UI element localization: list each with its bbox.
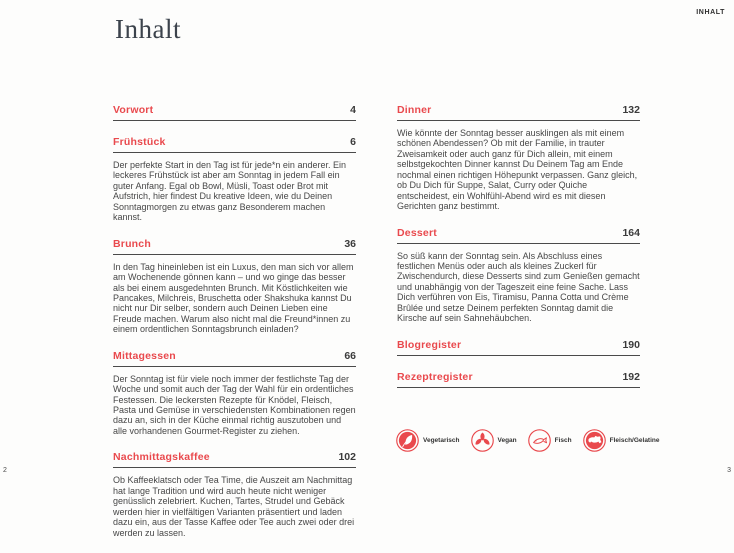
legend-label: Fleisch/Gelatine bbox=[609, 437, 660, 444]
toc-column-left bbox=[113, 104, 356, 553]
toc-section-page: 132 bbox=[622, 104, 640, 116]
toc-heading-row bbox=[397, 371, 640, 388]
leaf-icon bbox=[396, 429, 419, 452]
toc-section-heading: Blogregister bbox=[397, 338, 462, 351]
toc-section-page: 164 bbox=[622, 226, 640, 239]
toc-heading-row bbox=[113, 451, 356, 468]
toc-section bbox=[397, 339, 640, 356]
toc-section-page: 102 bbox=[338, 451, 356, 464]
legend-item bbox=[528, 429, 572, 452]
toc-column-right bbox=[397, 104, 640, 403]
legend-label: Vegan bbox=[497, 437, 517, 444]
toc-section-description: Der Sonntag ist für viele noch immer der festlichste Tag der Woche und somit auch der Tag der Wahl für ein ordentliches Festessen. Die leckersten Rezepte für Knödel, Fleisch, Pasta und Gemüse in verschiedensten Kombinationen regen dazu an, sich in der Küche einmal richtig auszutoben und alle vorhandenen Gourmet-Register zu ziehen. bbox=[113, 373, 356, 436]
toc-section-page: 36 bbox=[344, 237, 356, 250]
legend-label: Fisch bbox=[554, 437, 572, 444]
toc-section bbox=[113, 136, 356, 223]
fish-icon bbox=[528, 429, 551, 452]
toc-heading-row bbox=[113, 104, 356, 121]
toc-section-heading: Dinner bbox=[397, 104, 432, 116]
toc-heading-row bbox=[113, 238, 356, 255]
toc-heading-row bbox=[113, 350, 356, 367]
toc-section-page: 190 bbox=[622, 338, 640, 351]
toc-section bbox=[113, 350, 356, 437]
cow-icon bbox=[583, 429, 606, 452]
vegan-icon bbox=[471, 429, 494, 452]
toc-heading-row bbox=[397, 339, 640, 356]
toc-section bbox=[397, 104, 640, 212]
toc-heading-row bbox=[397, 104, 640, 121]
legend-item bbox=[396, 429, 460, 452]
toc-section-description: Ob Kaffeeklatsch oder Tea Time, die Auszeit am Nachmittag hat lange Tradition und wird auch heute nicht weniger genüsslich zelebriert. Kuchen, Tartes, Strudel und Gebäck werden hier in vielfältigen Varianten präsentiert und laden dazu ein, aus der Tasse Kaffee oder Tee auch zwei oder drei werden zu lassen. bbox=[113, 475, 355, 538]
toc-section-heading: Mittagessen bbox=[113, 349, 176, 362]
page-number-right: 3 bbox=[727, 467, 731, 474]
toc-section bbox=[113, 104, 356, 121]
legend-label: Vegetarisch bbox=[423, 437, 460, 444]
page-title: Inhalt bbox=[115, 14, 181, 44]
toc-heading-row bbox=[397, 227, 640, 244]
toc-section-description: Wie könnte der Sonntag besser ausklingen als mit einem schönen Abendessen? Ob mit der Familie, in trauter Zweisamkeit oder auch ganz für Dich allein, mit einem selbstgekochten Dinner kannst Du Deinem Tag am Ende nochmal einen richtigen Höhepunkt verpassen. Ganz gleich, ob Du Dich für Suppe, Salat, Curry oder Quiche entscheidest, ein Wohlfühl-Abend wird es mit diesen Gerichten ganz bestimmt. bbox=[397, 128, 638, 212]
legend-item bbox=[583, 429, 660, 452]
legend-item bbox=[471, 429, 517, 452]
toc-section-description: So süß kann der Sonntag sein. Als Abschluss eines festlichen Menüs oder auch als kleines Zuckerl für Zwischendurch, diese Desserts sind zum Genießen gemacht und unabhängig von der Tageszeit eine feine Sache. Lass Dich verführen von Eis, Tiramisu, Panna Cotta und Crème Brûlée und setze Deinem perfekten Sonntag damit die Kirsche auf sein Sahnehäubchen. bbox=[397, 250, 640, 324]
toc-section-page: 4 bbox=[350, 104, 356, 116]
toc-section-page: 6 bbox=[350, 136, 356, 148]
running-head: INHALT bbox=[696, 9, 725, 16]
toc-section bbox=[397, 227, 640, 324]
toc-section-page: 66 bbox=[344, 349, 356, 362]
toc-section-heading: Nachmittagskaffee bbox=[113, 451, 210, 464]
toc-section-heading: Rezeptregister bbox=[397, 370, 473, 383]
toc-heading-row bbox=[113, 136, 356, 153]
toc-section bbox=[113, 238, 356, 335]
toc-section-heading: Dessert bbox=[397, 226, 437, 239]
toc-section-heading: Frühstück bbox=[113, 136, 166, 148]
toc-section bbox=[397, 371, 640, 388]
diet-legend bbox=[396, 429, 660, 452]
page-number-left: 2 bbox=[3, 467, 7, 474]
toc-section-page: 192 bbox=[622, 370, 640, 383]
toc-section bbox=[113, 451, 356, 538]
toc-section-description: In den Tag hineinleben ist ein Luxus, den man sich vor allem am Wochenende gönnen kann – und wo ginge das besser als bei einem ausgedehnten Brunch. Mit Köstlichkeiten wie Pancakes, Milchreis, Bruschetta oder Shakshuka kannst Du nicht nur Dir selber, sondern auch Deinen Lieben eine Freude machen. Warum also nicht mal die Freund*innen zu einem ordentlichen Sonntagsbrunch einladen? bbox=[113, 261, 354, 335]
toc-section-heading: Brunch bbox=[113, 237, 151, 250]
toc-section-heading: Vorwort bbox=[113, 104, 154, 116]
toc-section-description: Der perfekte Start in den Tag ist für jede*n ein anderer. Ein leckeres Frühstück ist aber am Sonntag in jedem Fall ein guter Anfang. Egal ob Bowl, Müsli, Toast oder Brot mit Aufstrich, hier findest Du kreative Ideen, wie du Deinen Sonntagmorgen zu etwas ganz Besonderem machen kannst. bbox=[113, 160, 346, 223]
